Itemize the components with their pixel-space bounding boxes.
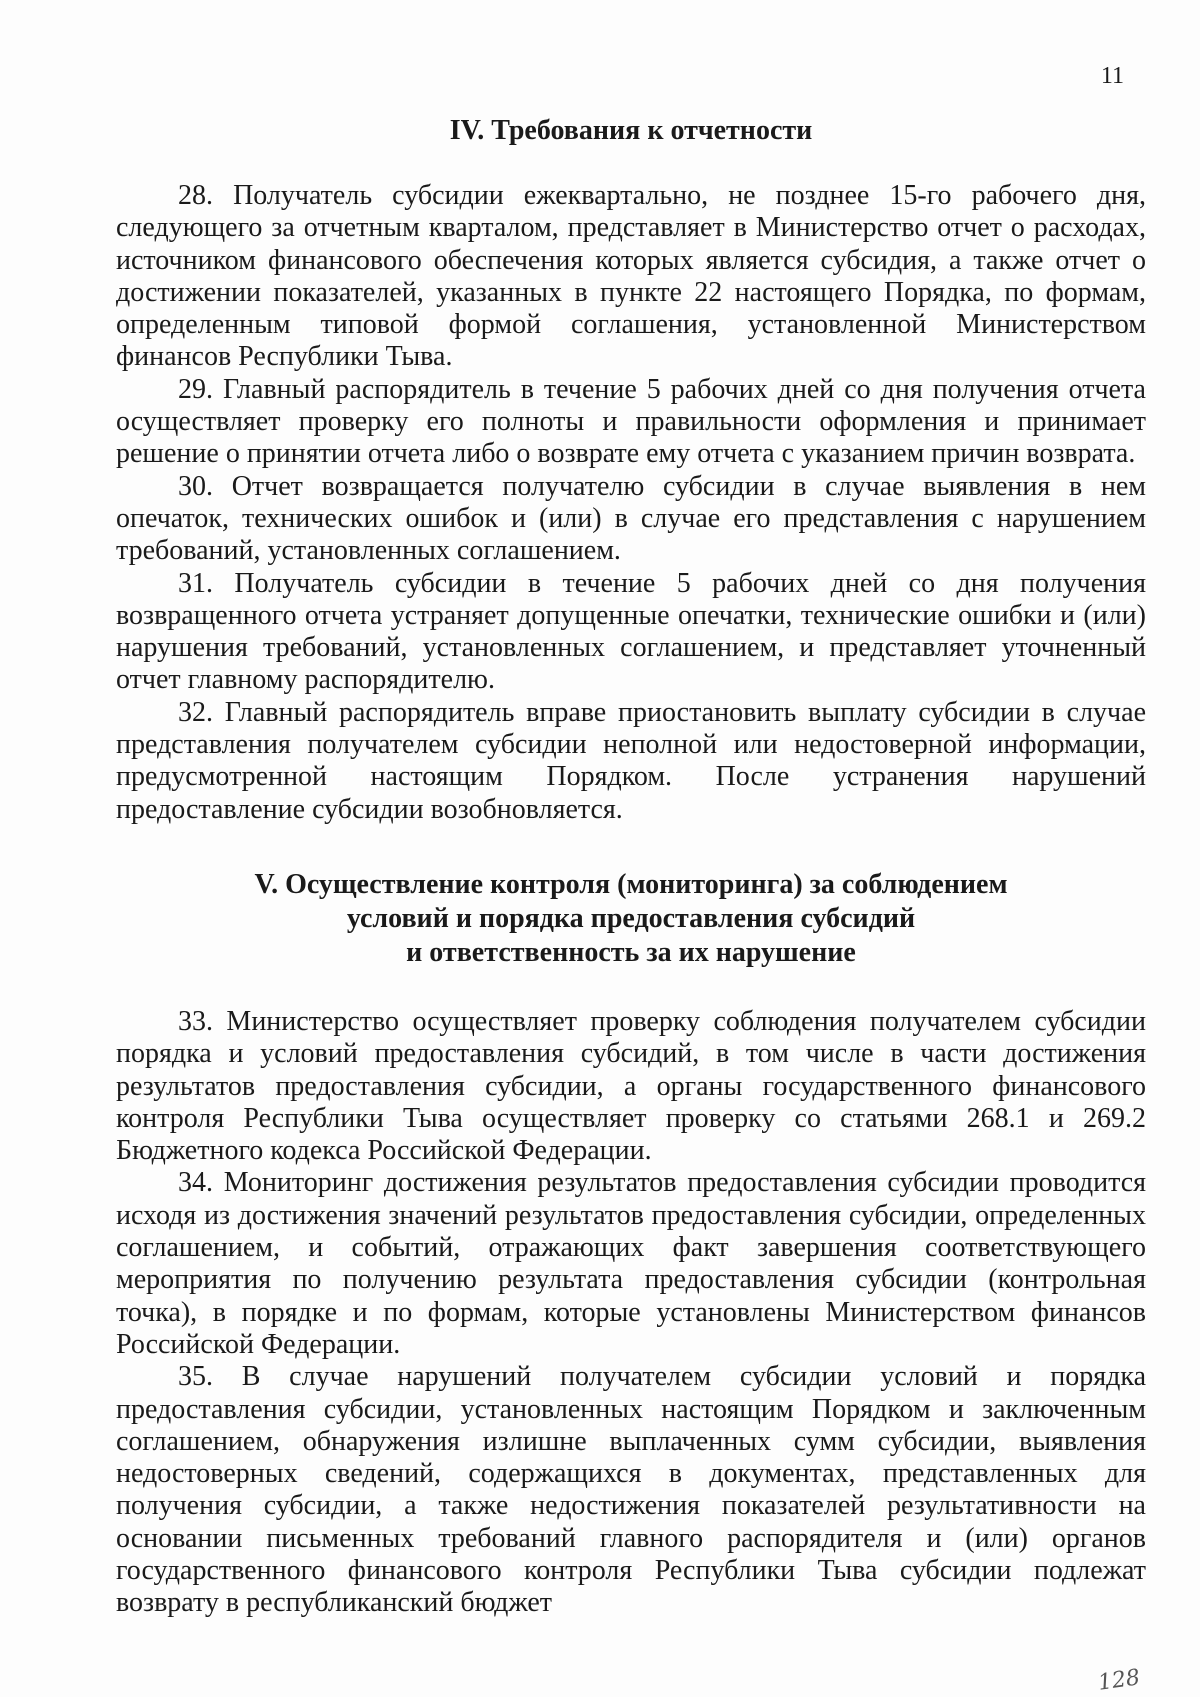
paragraph-35: 35. В случае нарушений получателем субсидии условий и порядка предоставления субсидии, установленных настоящим Порядком и заключенным соглашением, обнаружения излишне выплаченных сумм субсидии, выявления недостоверных сведений, содержащихся в документах, представленных для получения субсидии, а также недостижения показателей результативности на основании письменных требований главного распорядителя и (или) органов государственного финансового контроля Республики Тыва субсидии подлежат возврату в республиканский бюджет bbox=[116, 1361, 1146, 1619]
paragraph-34: 34. Мониторинг достижения результатов предоставления субсидии проводится исходя из достижения значений результатов предоставления субсидии, определенных соглашением, и событий, отражающих факт завершения соответствующего мероприятия по получению результата предоставления субсидии (контрольная точка), в порядке и по формам, которые установлены Министерством финансов Российской Федерации. bbox=[116, 1167, 1146, 1360]
handwritten-sheet-number: 128 bbox=[1096, 1665, 1142, 1696]
paragraph-33: 33. Министерство осуществляет проверку соблюдения получателем субсидии порядка и условий предоставления субсидий, в том числе в части достижения результатов предоставления субсидии, а органы государственного финансового контроля Республики Тыва осуществляет проверку со статьями 268.1 и 269.2 Бюджетного кодекса Российской Федерации. bbox=[116, 1005, 1146, 1167]
paragraph-29: 29. Главный распорядитель в течение 5 рабочих дней со дня получения отчета осуществляет проверку его полноты и правильности оформления и принимает решение о принятии отчета либо о возврате ему отчета с указанием причин возврата. bbox=[116, 373, 1146, 470]
document-body bbox=[116, 116, 1146, 1620]
page-number: 11 bbox=[1100, 63, 1124, 89]
section-5-title bbox=[116, 868, 1146, 970]
paragraph-30: 30. Отчет возвращается получателю субсидии в случае выявления в нем опечаток, технических ошибок и (или) в случае его представления с нарушением требований, установленных соглашением. bbox=[116, 470, 1146, 567]
paragraph-32: 32. Главный распорядитель вправе приостановить выплату субсидии в случае представления получателем субсидии неполной или недостоверной информации, предусмотренной настоящим Порядком. После устранения нарушений предоставление субсидии возобновляется. bbox=[116, 696, 1146, 825]
section-5-title-line: условий и порядка предоставления субсидий bbox=[346, 902, 916, 934]
paragraph-31: 31. Получатель субсидии в течение 5 рабочих дней со дня получения возвращенного отчета устраняет допущенные опечатки, технические ошибки и (или) нарушения требований, установленных соглашением, и представляет уточненный отчет главному распорядителю. bbox=[116, 567, 1146, 696]
paragraph-28: 28. Получатель субсидии ежеквартально, не позднее 15-го рабочего дня, следующего за отчетным кварталом, представляет в Министерство отчет о расходах, источником финансового обеспечения которых является субсидия, а также отчет о достижении показателей, указанных в пункте 22 настоящего Порядка, по формам, определенным типовой формой соглашения, установленной Министерством финансов Республики Тыва. bbox=[116, 180, 1146, 373]
section-4-title: IV. Требования к отчетности bbox=[449, 115, 813, 146]
section-5-title-line: и ответственность за их нарушение bbox=[406, 936, 856, 968]
section-5-title-line: V. Осуществление контроля (мониторинга) за соблюдением bbox=[254, 868, 1008, 900]
